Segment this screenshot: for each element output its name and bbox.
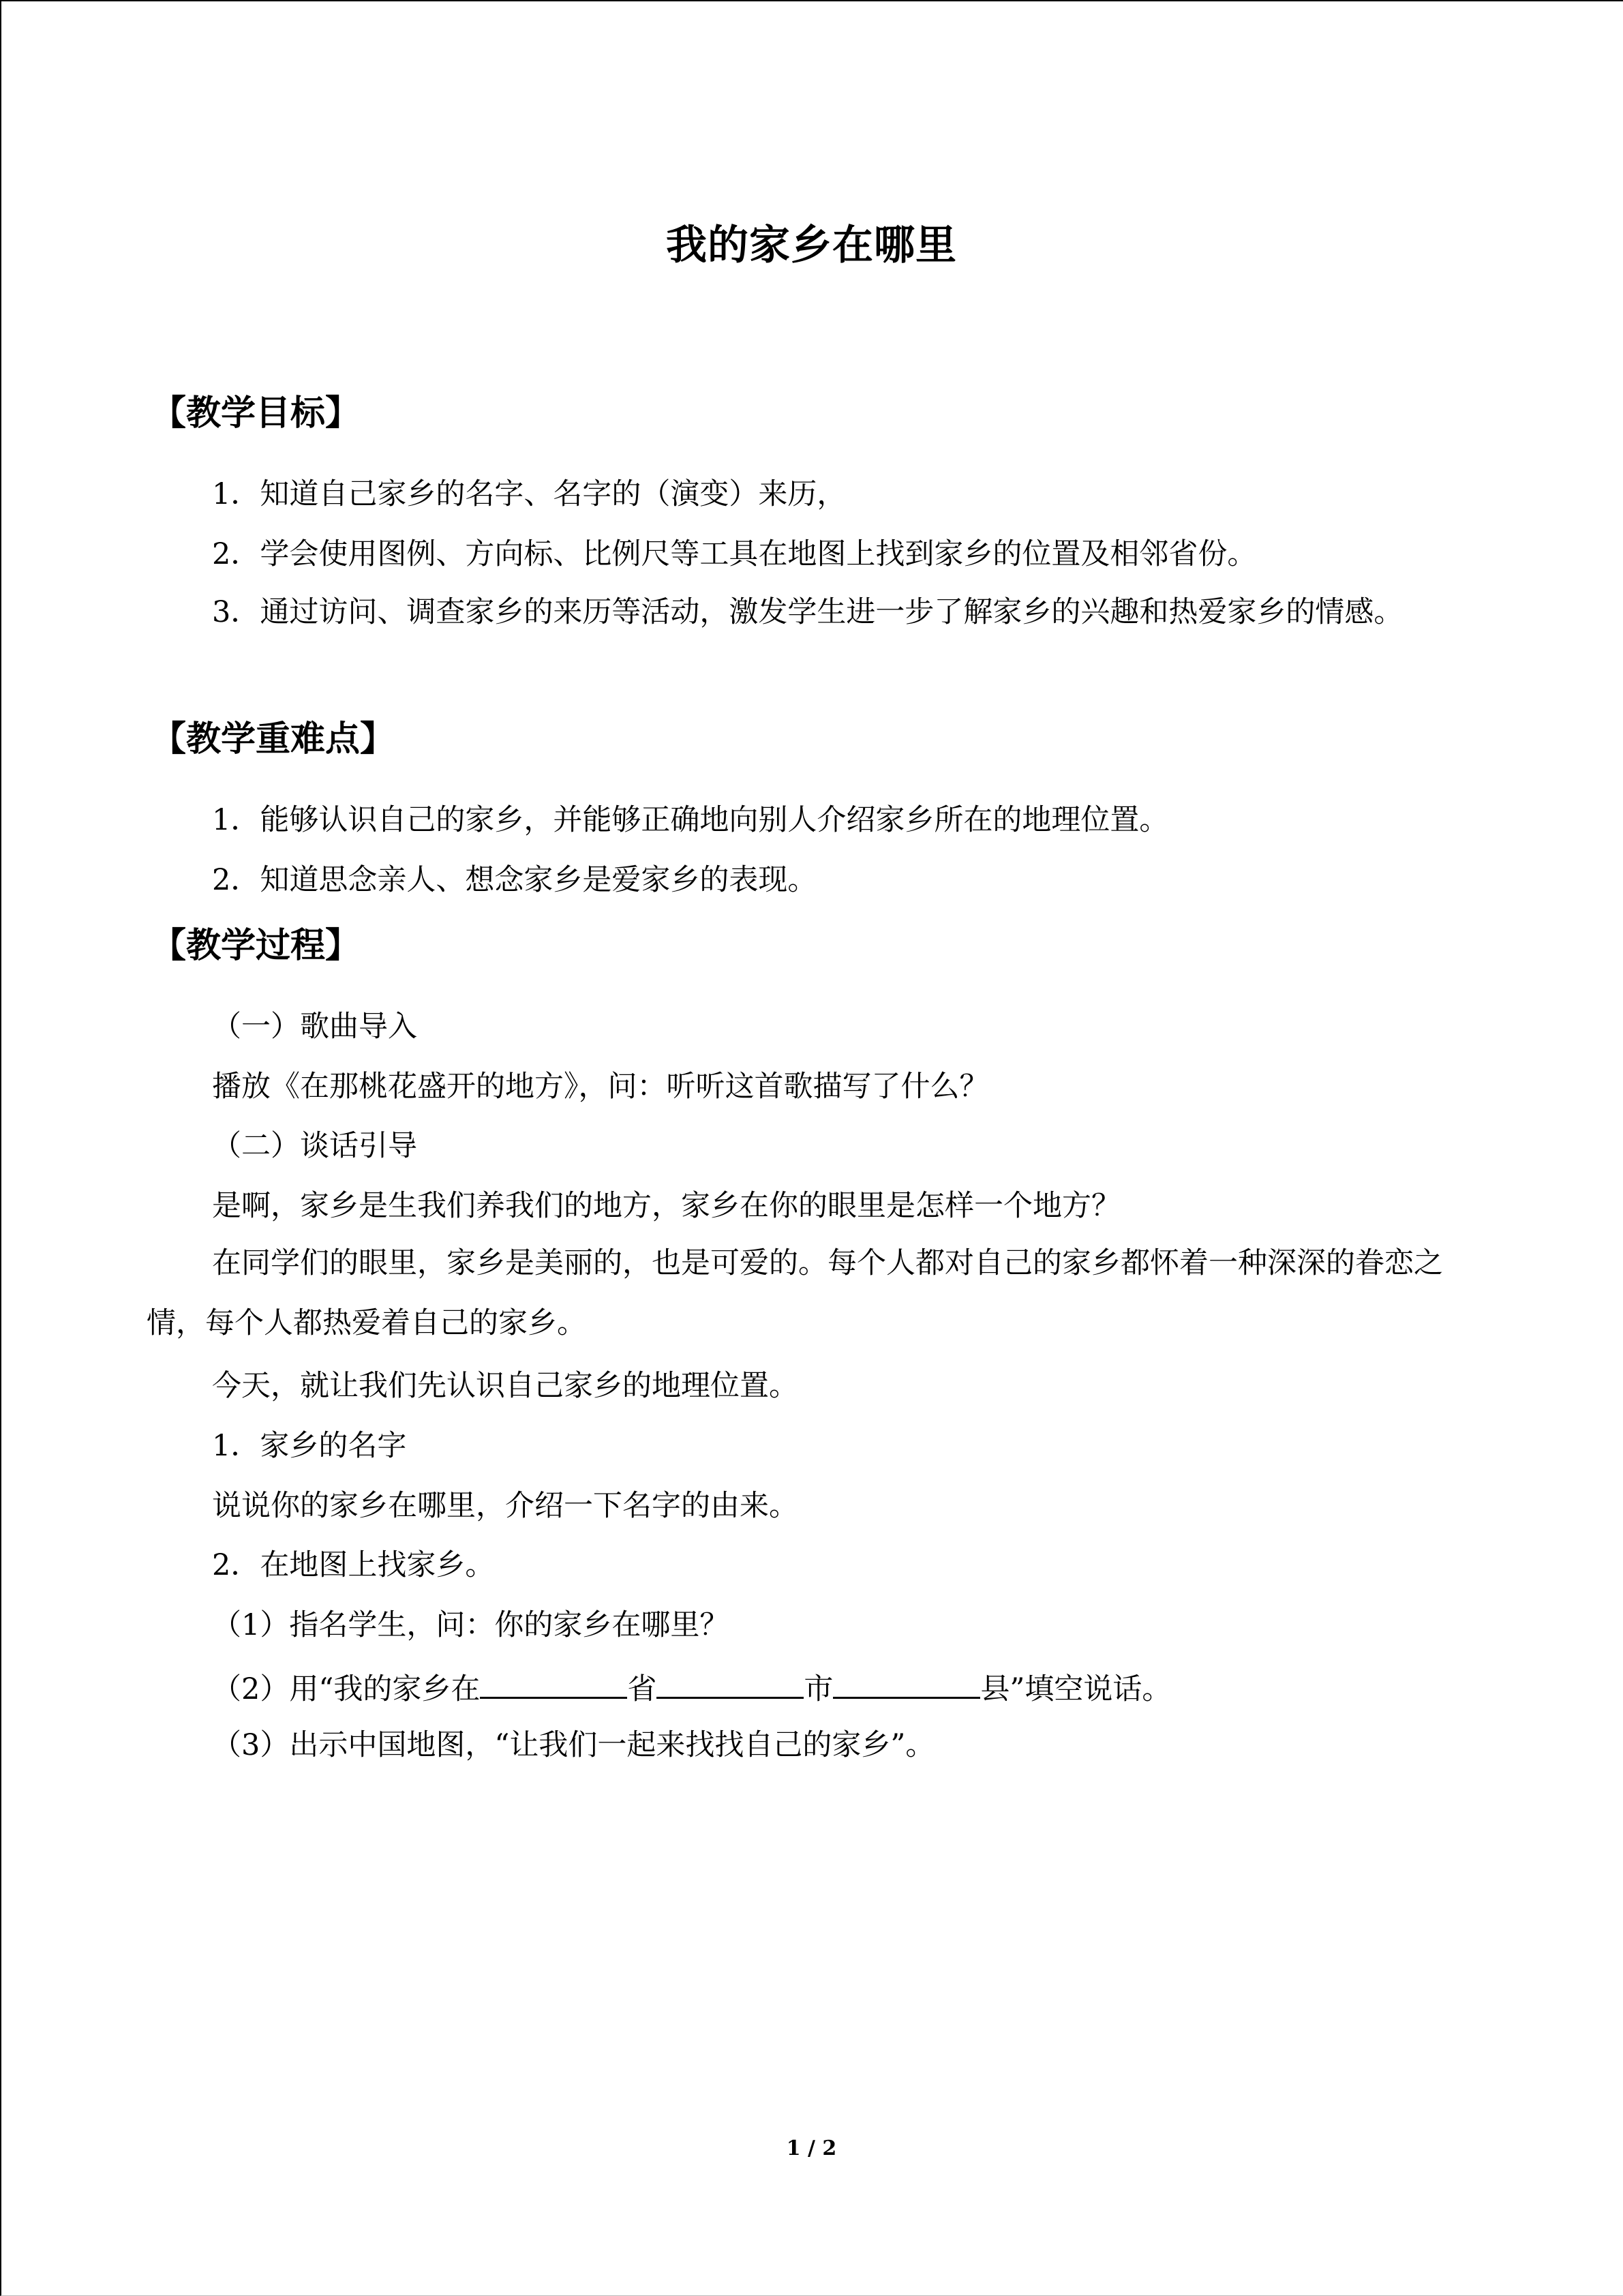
process-line-fill-in-sentence [212,1671,1171,1704]
fill-in-city-word: 市 [804,1672,834,1706]
process-line-ask-student: （1）指名学生，问：你的家乡在哪里？ [212,1608,729,1642]
blank-city [656,1671,804,1699]
process-line-song-intro: （一）歌曲导入 [212,1010,417,1044]
key-point-1: 1．能够认识自己的家乡，并能够正确地向别人介绍家乡所在的地理位置。 [212,803,1169,837]
process-line-today: 今天，就让我们先认识自己家乡的地理位置。 [212,1369,798,1403]
process-paragraph-hometown-love: 在同学们的眼里，家乡是美丽的，也是可爱的。每个人都对自己的家乡都怀着一种深深的眷恋之情，每个人都热爱着自己的家乡。 [147,1246,1443,1340]
page-number: 1 / 2 [786,2136,837,2160]
blank-province [480,1671,627,1699]
heading-teaching-goals: 【教学目标】 [151,393,361,434]
heading-teaching-process: 【教学过程】 [151,925,361,966]
goal-item-3: 3．通过访问、调查家乡的来历等活动，激发学生进一步了解家乡的兴趣和热爱家乡的情感。 [212,595,1404,629]
blank-county [833,1671,980,1699]
fill-in-suffix: 县”填空说话。 [980,1672,1172,1706]
heading-key-points: 【教学重难点】 [151,719,395,759]
fill-in-province-word: 省 [627,1672,657,1706]
process-line-show-map: （3）出示中国地图，“让我们一起来找找自己的家乡”。 [212,1728,935,1762]
process-line-name-origin: 说说你的家乡在哪里，介绍一下名字的由来。 [212,1489,798,1523]
key-point-2: 2．知道思念亲人、想念家乡是爱家乡的表现。 [212,863,817,897]
process-line-hometown-question: 是啊，家乡是生我们养我们的地方，家乡在你的眼里是怎样一个地方？ [212,1189,1121,1223]
process-line-hometown-name: 1．家乡的名字 [212,1429,407,1463]
process-line-talk-guide: （二）谈话引导 [212,1129,417,1163]
goal-item-1: 1．知道自己家乡的名字、名字的（演变）来历， [212,477,847,511]
fill-in-prefix: （2）用“我的家乡在 [212,1672,481,1706]
process-line-find-on-map: 2．在地图上找家乡。 [212,1548,495,1582]
goal-item-2: 2．学会使用图例、方向标、比例尺等工具在地图上找到家乡的位置及相邻省份。 [212,537,1257,571]
document-title: 我的家乡在哪里 [666,222,957,269]
process-line-play-song: 播放《在那桃花盛开的地方》，问：听听这首歌描写了什么？ [212,1070,989,1104]
